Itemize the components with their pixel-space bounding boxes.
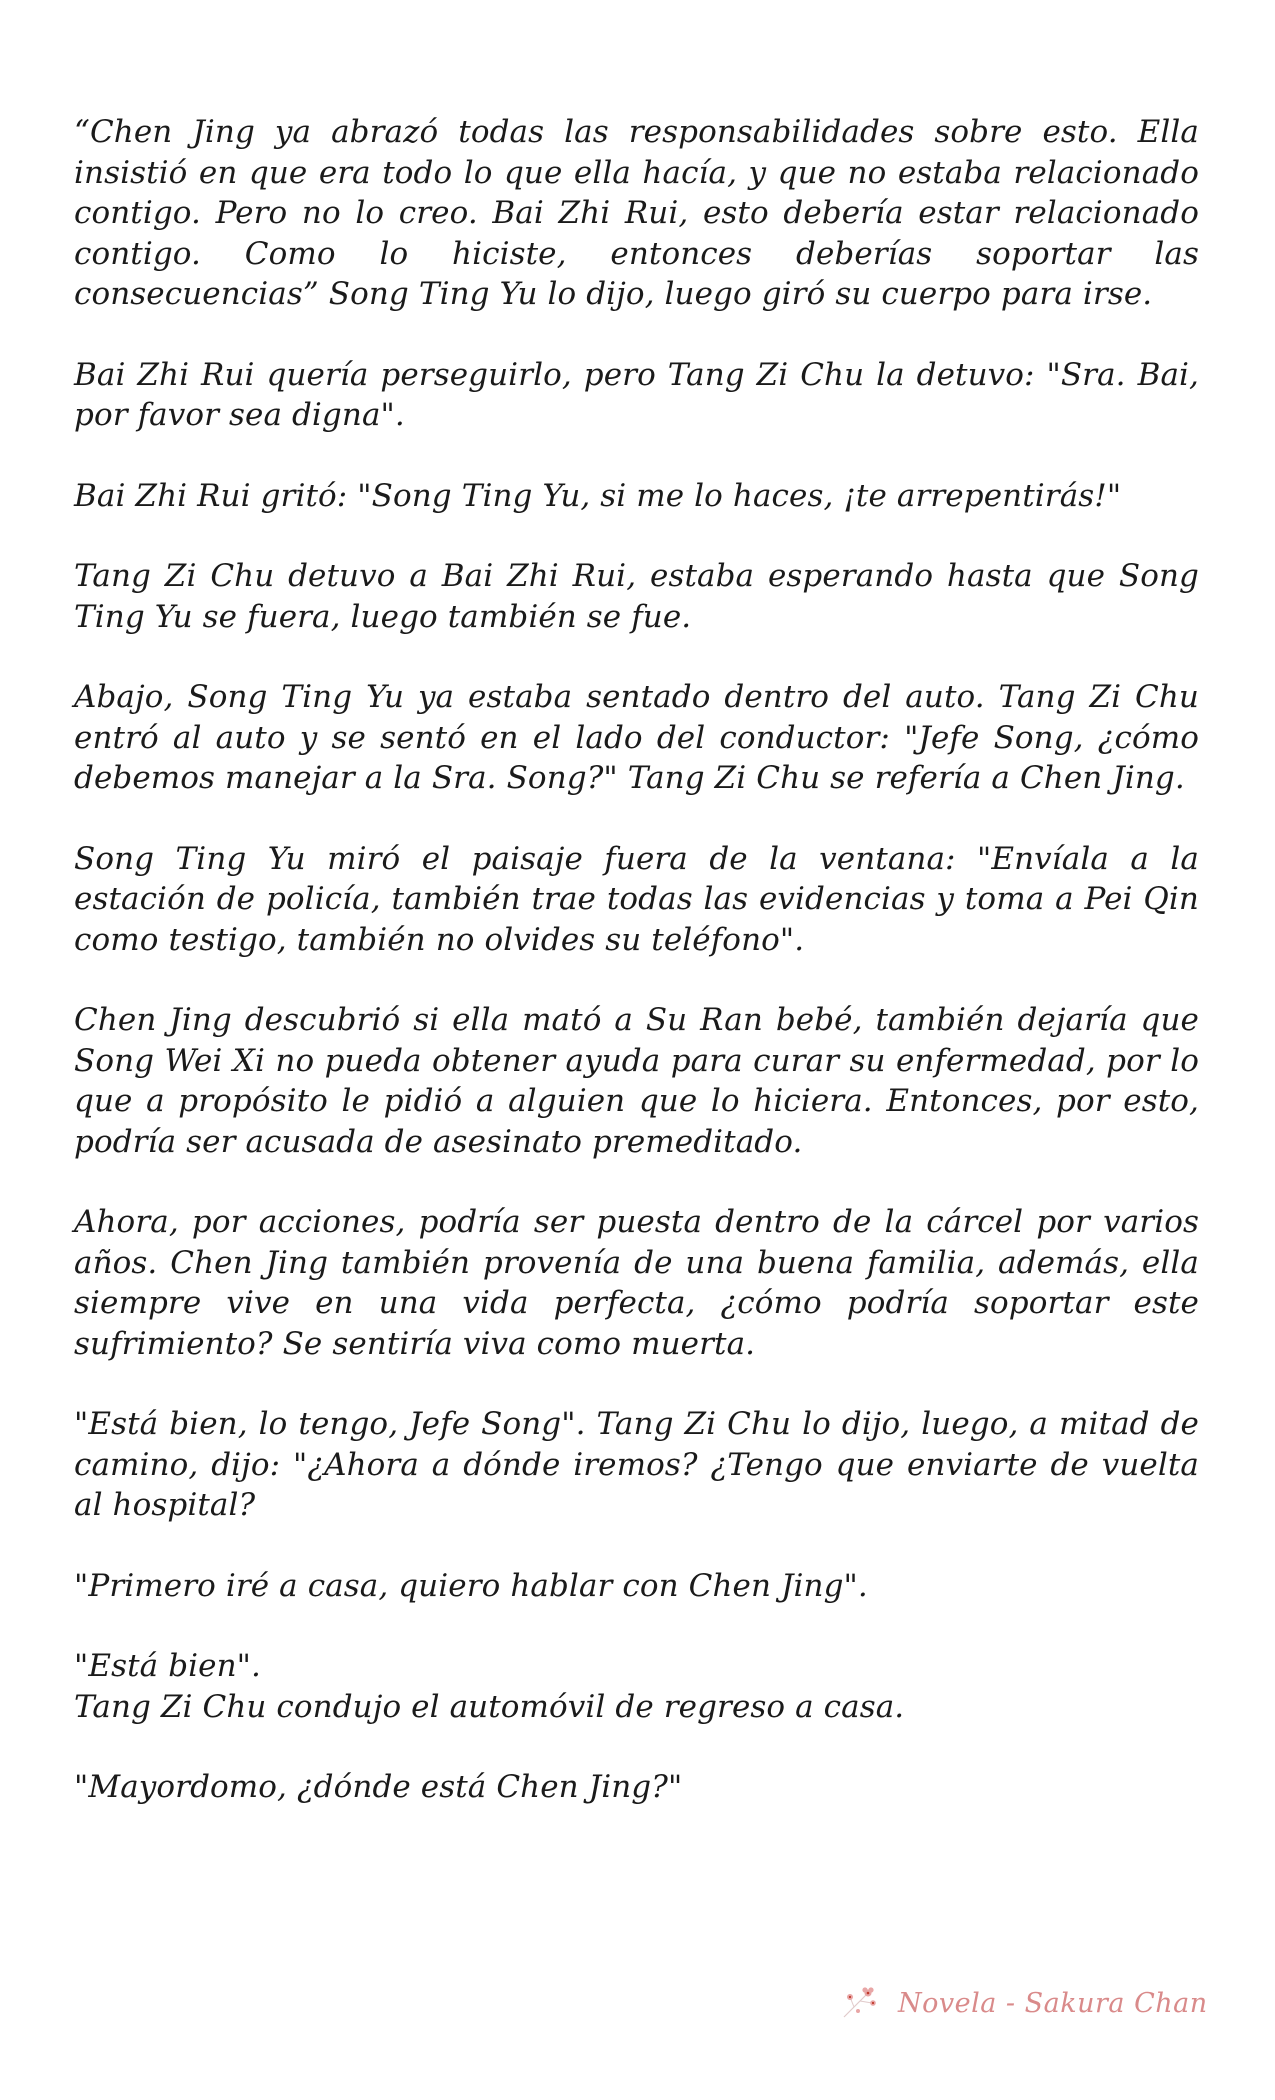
paragraph: “Chen Jing ya abrazó todas las responsabilidades sobre esto. Ella insistió en que era todo lo que ella hacía, y que no estaba relacionado contigo. Pero no lo creo. Bai Zhi Rui, esto debería estar relacionado contigo. Como lo hiciste, entonces deberías soportar las consecuencias” Song Ting Yu lo dijo, luego giró su cuerpo para irse. bbox=[74, 114, 1199, 312]
paragraph: Tang Zi Chu detuvo a Bai Zhi Rui, estaba esperando hasta que Song Ting Yu se fuera, luego también se fue. bbox=[74, 558, 1199, 635]
paragraph: "Está bien, lo tengo, Jefe Song". Tang Zi Chu lo dijo, luego, a mitad de camino, dijo: "¿Ahora a dónde iremos? ¿Tengo que enviarte de vuelta al hospital? bbox=[74, 1406, 1199, 1523]
paragraph: "Primero iré a casa, quiero hablar con Chen Jing". bbox=[74, 1567, 868, 1604]
paragraph: "Está bien". bbox=[74, 1648, 261, 1684]
paragraph: Song Ting Yu miró el paisaje fuera de la ventana: "Envíala a la estación de policía, también trae todas las evidencias y toma a Pei Qin como testigo, también no olvides su teléfono". bbox=[74, 840, 1199, 958]
watermark bbox=[840, 1983, 1208, 2023]
paragraph: Chen Jing descubrió si ella mató a Su Ran bebé, también dejaría que Song Wei Xi no pueda obtener ayuda para curar su enfermedad, por lo que a propósito le pidió a alguien que lo hiciera. Entonces, por esto, podría ser acusada de asesinato premeditado. bbox=[74, 1002, 1199, 1160]
paragraph: Bai Zhi Rui quería perseguirlo, pero Tang Zi Chu la detuvo: "Sra. Bai, por favor sea digna". bbox=[74, 356, 1199, 433]
paragraph: Abajo, Song Ting Yu ya estaba sentado dentro del auto. Tang Zi Chu entró al auto y se sentó en el lado del conductor: "Jefe Song, ¿cómo debemos manejar a la Sra. Song?" Tang Zi Chu se refería a Chen Jing. bbox=[74, 679, 1199, 796]
paragraph: Ahora, por acciones, podría ser puesta dentro de la cárcel por varios años. Chen Jing también provenía de una buena familia, además, ella siempre vive en una vida perfecta, ¿cómo podría soportar este sufrimiento? Se sentiría viva como muerta. bbox=[74, 1204, 1199, 1362]
paragraph: Bai Zhi Rui gritó: "Song Ting Yu, si me lo haces, ¡te arrepentirás!" bbox=[74, 477, 1122, 514]
paragraph: "Mayordomo, ¿dónde está Chen Jing?" bbox=[74, 1769, 683, 1805]
sakura-flower-icon bbox=[840, 1983, 884, 2023]
paragraph: Tang Zi Chu condujo el automóvil de regreso a casa. bbox=[74, 1688, 905, 1725]
watermark-text: Novela - Sakura Chan bbox=[898, 1987, 1208, 2019]
document-body bbox=[74, 112, 1199, 1848]
